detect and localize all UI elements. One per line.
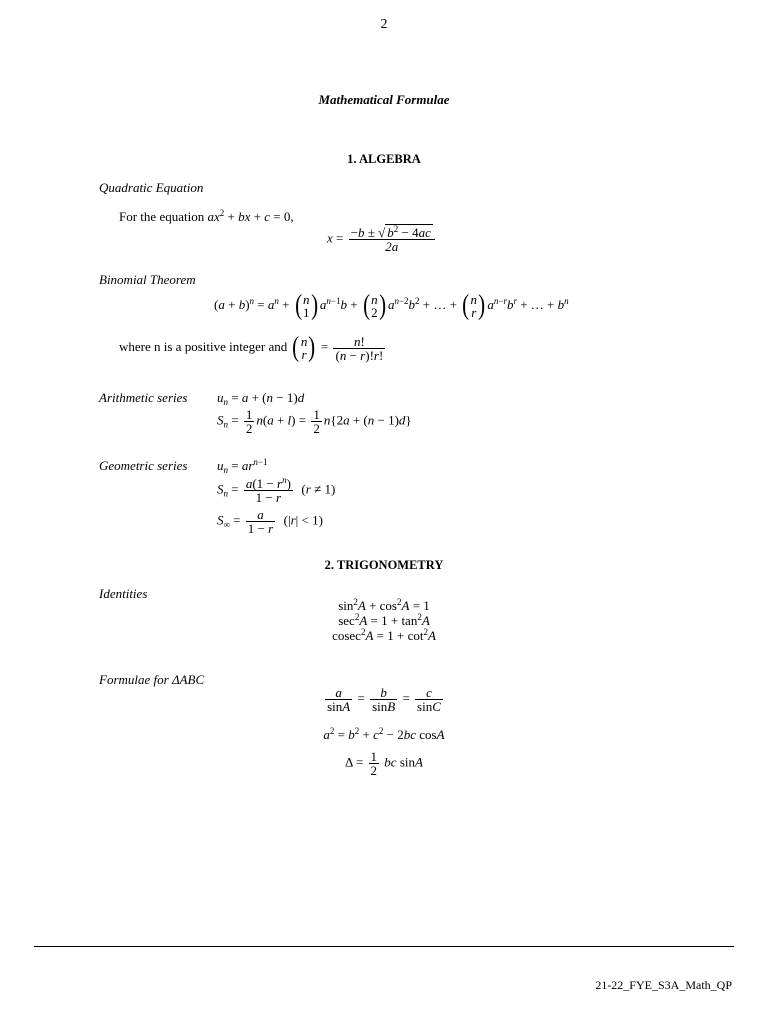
page-number: 2 <box>380 17 388 32</box>
binomial-theorem-formula: $(a + b)^n = a^n$ + ( n 1 ) $a^{n-1}b$ + ( n 2 ) $a^{n-2}b^2$ + … + ( n r ) $a^{n-r}b^r$ + … + $b^n$ <box>214 290 569 321</box>
binomial-theorem-label: Binomial Theorem <box>99 272 196 287</box>
quadratic-solution-formula: x = $\frac{-b \pm √ b^2 - 4ac}{2a}$ <box>327 226 437 253</box>
footer-divider <box>34 946 734 947</box>
quadratic-intro-text: For the equation <box>119 209 205 224</box>
triangle-area-formula: Δ = $\frac{1}{2}$ bc sinA <box>345 749 423 778</box>
identities-label: Identities <box>99 586 148 601</box>
document-title: Mathematical Formulae <box>318 92 450 107</box>
cosine-rule-formula: $a^2 = b^2 + c^2 - 2bc$ cosA <box>323 726 445 742</box>
section-heading-trigonometry: 2. TRIGONOMETRY <box>324 558 444 572</box>
sine-rule-formula: $\frac{a}{\sin A}$ = $\frac{b}{\sin B}$ = $\frac{c}{\sin C}$ <box>327 685 441 714</box>
identity-sec-tan: $\sec^2A = 1 + \tan^2A$ <box>338 612 430 628</box>
arithmetic-sum-formula: $S_n$ = $\frac{1}{2}$ n(a + l) = $\frac{1}{2}$ n{2a + (n − 1)d} <box>217 407 412 436</box>
quadratic-intro-line <box>119 209 294 225</box>
section-heading-algebra: 1. ALGEBRA <box>347 152 421 166</box>
binomial-where-text: where n is a positive integer and <box>119 338 288 354</box>
geometric-nth-term-formula: $u_n = ar^{n-1}$ <box>217 457 268 475</box>
footer-document-code: 21-22_FYE_S3A_Math_QP <box>595 978 732 992</box>
identity-sin-cos: $\sin^2A + \cos^2A = 1$ <box>338 597 430 613</box>
triangle-formulae-label: Formulae for ΔABC <box>99 672 205 687</box>
quadratic-equation-formula: $ax^2$ + bx + c = 0, <box>207 208 294 224</box>
binomial-coefficient-line: where n is a positive integer and ( n r ) = $\frac{n!}{(n - r)!r!}$ <box>119 332 384 363</box>
arithmetic-nth-term-formula: $u_n = a + (n - 1)d$ <box>217 390 305 407</box>
identity-cosec-cot: $cosec^2A = 1 + \cot^2A$ <box>332 627 436 643</box>
quadratic-equation-label: Quadratic Equation <box>99 180 204 195</box>
arithmetic-series-label: Arithmetic series <box>99 390 188 405</box>
geometric-sum-formula: $S_n$ = $\frac{a(1 - r^n)}{1 - r}$ (r ≠ 1) <box>217 475 336 505</box>
geometric-series-label: Geometric series <box>99 458 188 473</box>
geometric-sum-to-infinity-formula: $S_\infty$ = $\frac{a}{1 - r}$ (|r| < 1) <box>217 507 323 536</box>
